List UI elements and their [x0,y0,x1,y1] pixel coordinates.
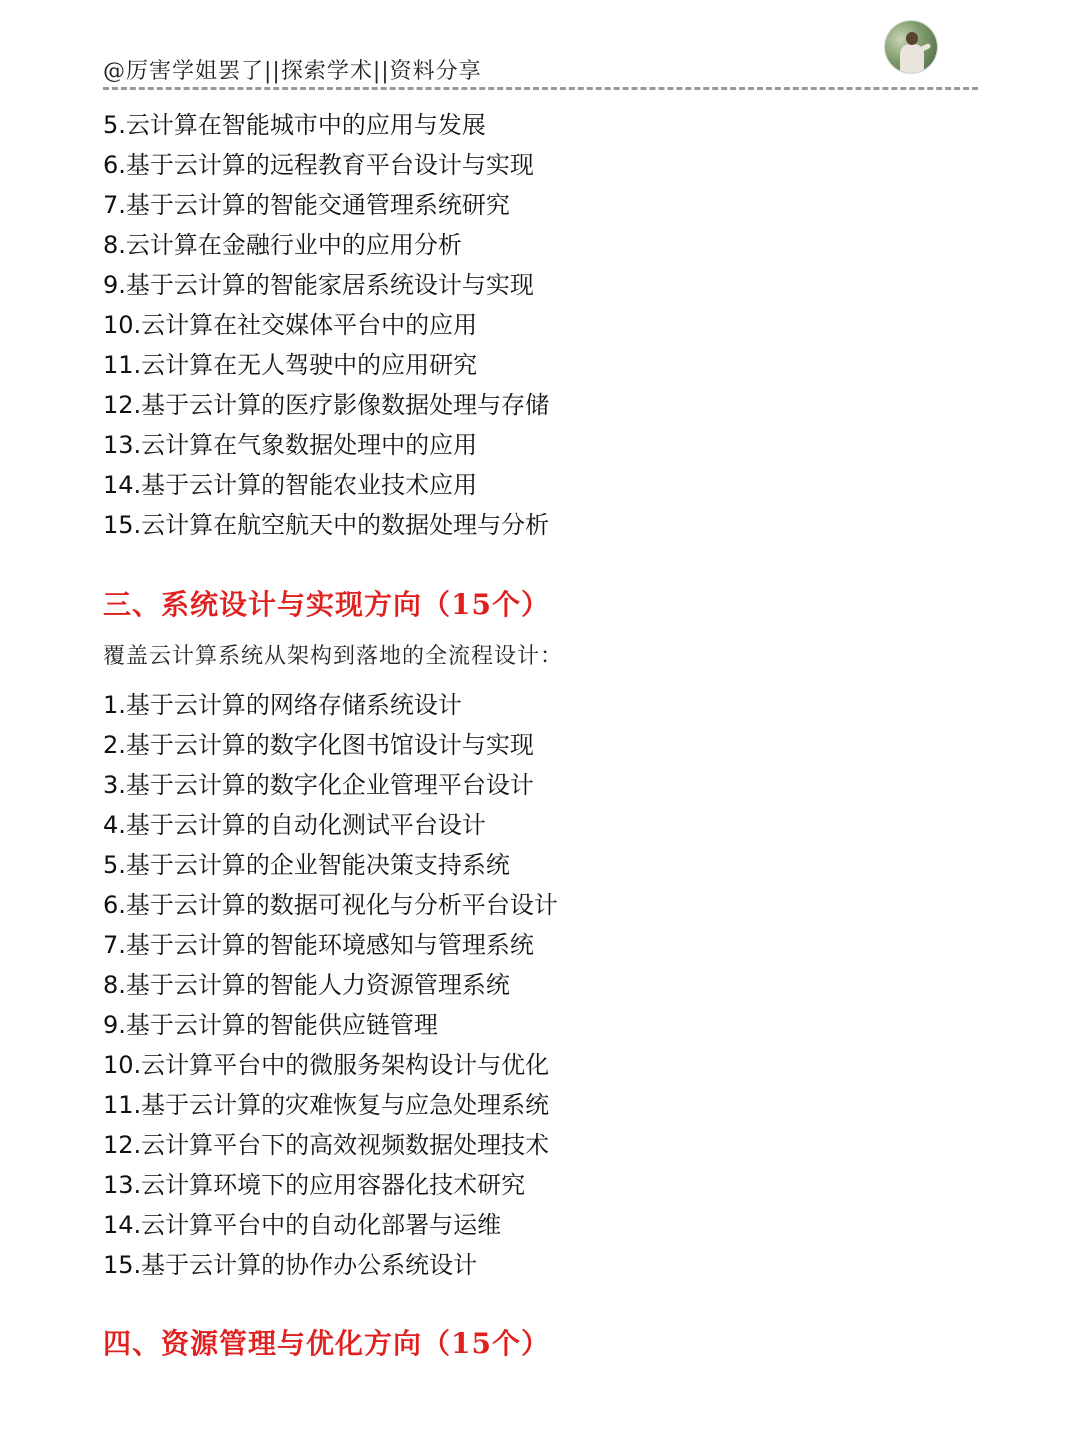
page-header [103,48,978,92]
list-item: 8.云计算在金融行业中的应用分析 [103,231,462,259]
list-item: 15.基于云计算的协作办公系统设计 [103,1251,478,1279]
list-item: 5.基于云计算的企业智能决策支持系统 [103,851,510,879]
topic-list-system-design [103,685,558,1285]
list-item: 8.基于云计算的智能人力资源管理系统 [103,971,510,999]
list-item: 13.云计算在气象数据处理中的应用 [103,431,478,459]
list-item: 12.基于云计算的医疗影像数据处理与存储 [103,391,550,419]
list-item: 13.云计算环境下的应用容器化技术研究 [103,1171,526,1199]
list-item: 14.云计算平台中的自动化部署与运维 [103,1211,502,1239]
list-item: 9.基于云计算的智能供应链管理 [103,1011,438,1039]
list-item: 3.基于云计算的数字化企业管理平台设计 [103,771,534,799]
list-item: 2.基于云计算的数字化图书馆设计与实现 [103,731,534,759]
list-item: 6.基于云计算的数据可视化与分析平台设计 [103,891,558,919]
header-tagline: @厉害学姐罢了||探索学术||资料分享 [103,59,482,84]
list-item: 4.基于云计算的自动化测试平台设计 [103,811,486,839]
list-item: 1.基于云计算的网络存储系统设计 [103,691,462,719]
list-item: 11.云计算在无人驾驶中的应用研究 [103,351,478,379]
list-item: 11.基于云计算的灾难恢复与应急处理系统 [103,1091,550,1119]
list-item: 15.云计算在航空航天中的数据处理与分析 [103,511,550,539]
list-item: 6.基于云计算的远程教育平台设计与实现 [103,151,534,179]
list-item: 12.云计算平台下的高效视频数据处理技术 [103,1131,550,1159]
list-item: 14.基于云计算的智能农业技术应用 [103,471,478,499]
list-item: 9.基于云计算的智能家居系统设计与实现 [103,271,534,299]
list-item: 7.基于云计算的智能交通管理系统研究 [103,191,510,219]
topic-list-continued [103,105,549,545]
section-intro: 覆盖云计算系统从架构到落地的全流程设计： [103,644,564,669]
list-item: 10.云计算在社交媒体平台中的应用 [103,311,478,339]
list-item: 10.云计算平台中的微服务架构设计与优化 [103,1051,550,1079]
section-heading-system-design: 三、系统设计与实现方向（15个） [103,588,550,621]
list-item: 7.基于云计算的智能环境感知与管理系统 [103,931,534,959]
avatar-figure-head [906,32,918,45]
avatar [885,21,937,73]
header-divider [103,87,978,90]
list-item: 5.云计算在智能城市中的应用与发展 [103,111,486,139]
section-heading-resource-management: 四、资源管理与优化方向（15个） [103,1327,550,1360]
